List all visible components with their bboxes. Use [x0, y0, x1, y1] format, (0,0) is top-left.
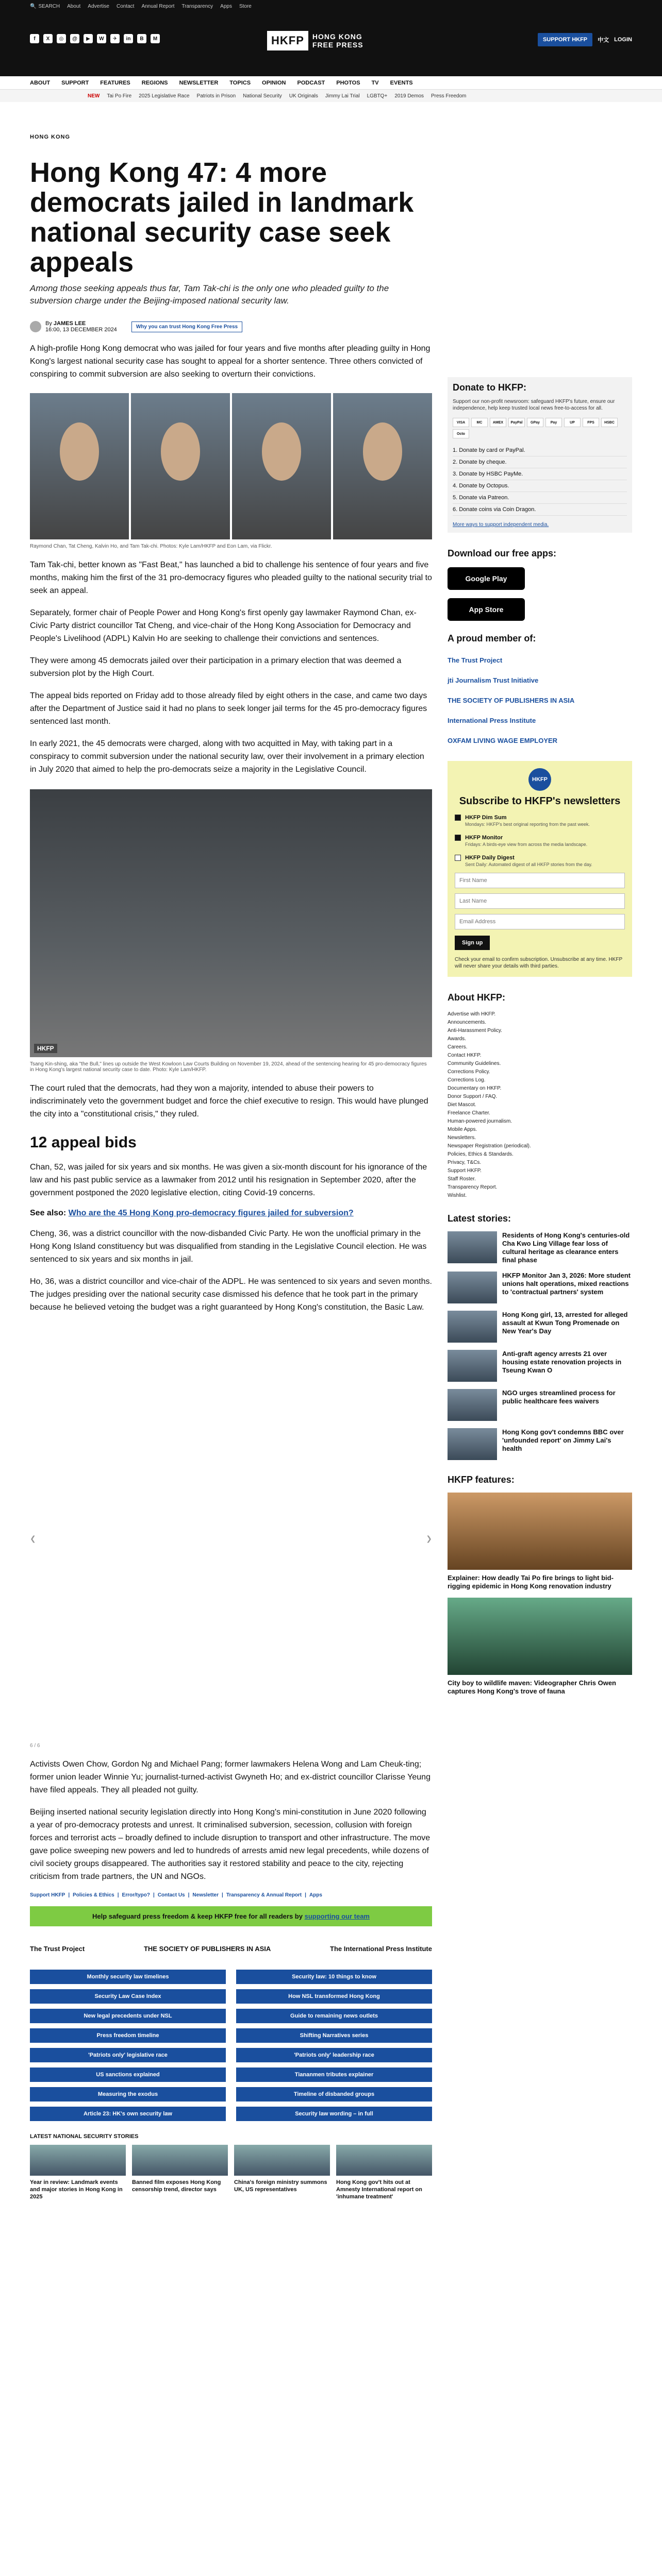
sopa-logo[interactable]: THE SOCIETY OF PUBLISHERS IN ASIA	[143, 1944, 271, 1953]
utility-link[interactable]: About	[67, 3, 81, 9]
paragraph: In early 2021, the 45 democrats were charged, along with two acquitted in May, with taking part in a conspiracy to commit subversion under the national security law, over their involvement in a primary election in July 2020 that aimed to help the pro-democrats seize a majority in the Legislative Council.	[30, 739, 424, 774]
about-link[interactable]: Human-powered journalism.	[448, 1118, 512, 1124]
trending-link[interactable]: National Security	[243, 93, 282, 99]
telegram-icon[interactable]: ✈	[110, 34, 120, 43]
why-trust-button[interactable]: Why you can trust Hong Kong Free Press	[131, 321, 242, 332]
donate-title: Donate to HKFP:	[453, 382, 526, 393]
nav-item[interactable]: FEATURES	[100, 79, 130, 86]
more-ways-link[interactable]: More ways to support independent media.	[453, 522, 549, 528]
new-badge: NEW	[88, 93, 100, 99]
chinese-link[interactable]: 中文	[598, 37, 609, 43]
story-item[interactable]: Anti-graft agency arrests 21 over housing estate renovation projects in Tseung Kwan O	[448, 1350, 632, 1382]
email-input[interactable]	[455, 914, 625, 929]
social-links	[30, 34, 160, 43]
paragraph: The appeal bids reported on Friday add to those already filed by eight others in the case, and came two days after the Department of Justice said it had no plans to seek longer jail terms for the 45 pro-democracy figures sentenced last month.	[30, 691, 427, 726]
checkbox-checked[interactable]	[455, 815, 461, 821]
photo-watermark: HKFP	[34, 1044, 57, 1053]
nav-item[interactable]: OPINION	[262, 79, 286, 86]
see-also-link[interactable]: Who are the 45 Hong Kong pro-democracy figures jailed for subversion?	[68, 1209, 354, 1217]
utility-link[interactable]: Apps	[220, 3, 232, 9]
footer-link[interactable]: Transparency & Annual Report	[226, 1892, 302, 1898]
story-card[interactable]: Hong Kong gov't hits out at Amnesty International report on 'inhumane treatment'	[336, 2145, 432, 2200]
member-logo[interactable]: THE SOCIETY OF PUBLISHERS IN ASIA	[448, 697, 575, 704]
footer-link[interactable]: Contact Us	[157, 1892, 185, 1898]
paragraph: Ho, 36, was a district councillor and vice-chair of the ADPL. He was sentenced to six years and seven months. The judges presiding over the national security case dismissed his defence that he took part in the primary because he believed vetoing the budget was a right guaranteed by Hong Kong's constitution, the Basic Law.	[30, 1277, 432, 1312]
trending-link[interactable]: Jimmy Lai Trial	[325, 93, 360, 99]
features-section	[448, 1475, 632, 1696]
apps-section	[448, 548, 632, 621]
member-section	[448, 633, 632, 744]
bluesky-icon[interactable]: B	[137, 34, 146, 43]
story-item[interactable]: Residents of Hong Kong's centuries-old Cha Kwo Ling Village fear loss of cultural heritage as clearance enters final phase	[448, 1231, 632, 1264]
about-link[interactable]: Policies, Ethics & Standards.	[448, 1151, 514, 1157]
feature-image	[448, 1598, 632, 1675]
payment-icon: GPay	[527, 418, 543, 427]
gallery-prev-icon[interactable]: ❮	[30, 1534, 36, 1543]
newsletter-badge: HKFP	[528, 768, 551, 791]
ipi-logo[interactable]: The International Press Institute	[330, 1944, 432, 1953]
about-link[interactable]: Diet Mascot.	[448, 1102, 476, 1108]
newsletter-title: Subscribe to HKFP's newsletters	[459, 795, 621, 807]
member-logo[interactable]: International Press Institute	[448, 717, 536, 724]
checkbox-unchecked[interactable]	[455, 855, 461, 861]
latest-title: Latest stories:	[448, 1213, 511, 1224]
nav-item[interactable]: NEWSLETTER	[179, 79, 219, 86]
facebook-icon[interactable]: f	[30, 34, 39, 43]
photo-gallery	[30, 1328, 432, 1749]
latest-security-heading: LATEST NATIONAL SECURITY STORIES	[30, 2133, 139, 2140]
about-link[interactable]: Community Guidelines.	[448, 1061, 501, 1066]
paragraph: Separately, former chair of People Power and Hong Kong's first openly gay lawmaker Raymond Chan, ex-Civic Party district councillor Tat Cheng, and vice-chair of the Hong Kong Association for Democracy and People's Livelihood (ADPL) Kalvin Ho are seeking to challenge their convictions and sentences.	[30, 608, 417, 643]
last-name-input[interactable]	[455, 893, 625, 909]
payment-icons	[453, 418, 627, 438]
apps-title: Download our free apps:	[448, 548, 557, 558]
gallery-counter: 6 / 6	[30, 1743, 40, 1749]
utility-link[interactable]: Transparency	[181, 3, 213, 9]
about-links	[448, 1010, 632, 1200]
trending-link[interactable]: 2019 Demos	[394, 93, 424, 99]
youtube-icon[interactable]: ▶	[84, 34, 93, 43]
app-store-button[interactable]: App Store	[448, 598, 525, 621]
explainer-button[interactable]: Measuring the exodus	[30, 2087, 226, 2102]
byline: By JAMES LEE 16:00, 13 DECEMBER 2024 Why you can trust Hong Kong Free Press	[30, 320, 432, 333]
about-link[interactable]: Mobile Apps.	[448, 1127, 477, 1132]
photo-caption: Raymond Chan, Tat Cheng, Kalvin Ho, and Tam Tak-chi. Photos: Kyle Lam/HKFP and Eon Lam, via Flickr.	[30, 544, 272, 549]
nav-item[interactable]: PHOTOS	[336, 79, 360, 86]
paragraph: The court ruled that the democrats, had they won a majority, intended to abuse their powers to indiscriminately veto the government budget and force the chief executive to resign. This would have plunged the city into a "constitutional crisis," they ruled.	[30, 1084, 428, 1118]
footer-link[interactable]: Newsletter	[192, 1892, 219, 1898]
payment-icon: MC	[471, 418, 488, 427]
protest-photo	[30, 789, 432, 1057]
support-banner: Help safeguard press freedom & keep HKFP free for all readers by supporting our team	[30, 1906, 432, 1926]
threads-icon[interactable]: @	[70, 34, 79, 43]
feature-item[interactable]: City boy to wildlife maven: Videographer Chris Owen captures Hong Kong's trove of fauna	[448, 1598, 632, 1696]
linkedin-icon[interactable]: in	[124, 34, 133, 43]
about-link[interactable]: Awards.	[448, 1036, 466, 1042]
newsletter-option[interactable]: HKFP Monitor Fridays: A birds-eye view from across the media landscape.	[455, 835, 625, 848]
explainer-button[interactable]: Security law wording – in full	[236, 2107, 432, 2121]
story-thumbnail	[448, 1389, 497, 1421]
about-link[interactable]: Anti-Harassment Policy.	[448, 1028, 502, 1033]
paragraph: Beijing inserted national security legislation directly into Hong Kong's mini-constitution in June 2020 following a year of pro-democracy protests and unrest. It criminalised subversion, secession, collusion with foreign forces and terrorist acts – broadly defined to include disruption to transport and other infrastructure. The move gave police sweeping new powers and led to hundreds of arrests amid new legal precedents, while dozens of civil society groups disappeared. The authorities say it restored stability and peace to the city, rejecting criticism from trade partners, the UN and NGOs.	[30, 1808, 431, 1881]
donate-option[interactable]: 1. Donate by card or PayPal.	[453, 445, 627, 456]
donate-option[interactable]: 6. Donate coins via Coin Dragon.	[453, 504, 627, 516]
about-link[interactable]: Freelance Charter.	[448, 1110, 490, 1116]
instagram-icon[interactable]: ◎	[57, 34, 66, 43]
explainer-grid	[30, 1970, 432, 2121]
about-link[interactable]: Privacy, T&Cs.	[448, 1160, 482, 1165]
article-body	[30, 342, 432, 1883]
footer-link[interactable]: Support HKFP	[30, 1892, 65, 1898]
story-thumbnail	[448, 1350, 497, 1382]
site-logo[interactable]: HKFP HONG KONG FREE PRESS	[267, 31, 363, 50]
payment-icon: AMEX	[490, 418, 506, 427]
login-link[interactable]: LOGIN	[614, 37, 632, 43]
donate-intro: Support our non-profit newsroom: safeguard HKFP's future, ensure our independence, help keep trusted local news free-to-access for all.	[453, 399, 615, 411]
nav-item[interactable]: EVENTS	[390, 79, 413, 86]
paragraph: They were among 45 democrats jailed over their participation in a primary election that was deemed a subversion plot by the High Court.	[30, 656, 402, 678]
story-card[interactable]: China's foreign ministry summons UK, US representatives	[234, 2145, 330, 2200]
nav-item[interactable]: REGIONS	[141, 79, 168, 86]
story-thumbnail	[448, 1231, 497, 1263]
payment-icon: VISA	[453, 418, 469, 427]
photo-caption: Tsang Kin-shing, aka "the Bull," lines up outside the West Kowloon Law Courts Building on November 19, 2024, ahead of the sentencing hearing for 45 pro-democracy figures in Hong Kong's largest national security case to date. Photo: Kyle Lam/HKFP.	[30, 1061, 427, 1073]
donate-box	[448, 377, 632, 533]
first-name-input[interactable]	[455, 873, 625, 888]
gallery-next-icon[interactable]: ❯	[426, 1534, 432, 1543]
search-icon: 🔍	[30, 3, 37, 9]
publish-date: 16:00, 13 DECEMBER 2024	[45, 327, 117, 333]
payment-icon: Octo	[453, 429, 469, 438]
search-button[interactable]: 🔍 SEARCH	[30, 3, 60, 9]
trending-link[interactable]: LGBTQ+	[367, 93, 388, 99]
about-link[interactable]: Donor Support / FAQ.	[448, 1094, 498, 1099]
story-thumbnail	[30, 2145, 126, 2176]
paragraph: Activists Owen Chow, Gordon Ng and Michael Pang; former lawmakers Helena Wong and Lam Cheuk-ting; former union leader Winnie Yu; journalist-turned-activist Gwyneth Ho; and ex-district councillor Clarisse Yeung have filed appeals. They all pleaded not guilty.	[30, 1760, 431, 1794]
donate-option[interactable]: 5. Donate via Patreon.	[453, 492, 627, 504]
story-thumbnail	[132, 2145, 228, 2176]
member-logo[interactable]: OXFAM LIVING WAGE EMPLOYER	[448, 737, 558, 744]
explainer-button[interactable]: 'Patriots only' leadership race	[236, 2048, 432, 2062]
latest-stories	[448, 1213, 632, 1460]
mastodon-icon[interactable]: M	[151, 34, 160, 43]
explainer-button[interactable]: US sanctions explained	[30, 2067, 226, 2082]
member-logo[interactable]: The Trust Project	[448, 656, 503, 664]
author-name[interactable]: JAMES LEE	[53, 320, 86, 327]
about-link[interactable]: Contact HKFP.	[448, 1053, 482, 1058]
story-thumbnail	[336, 2145, 432, 2176]
trending-link[interactable]: 2025 Legislative Race	[139, 93, 190, 99]
newsletter-option[interactable]: HKFP Dim Sum Mondays: HKFP's best original reporting from the past week.	[455, 815, 625, 827]
payment-icon: HSBC	[601, 418, 618, 427]
explainer-button[interactable]: 'Patriots only' legislative race	[30, 2048, 226, 2062]
utility-link[interactable]: Store	[239, 3, 252, 9]
story-item[interactable]: Hong Kong girl, 13, arrested for alleged assault at Kwun Tong Promenade on New Year's Day	[448, 1311, 632, 1343]
payment-icon: UP	[564, 418, 581, 427]
nav-item[interactable]: TOPICS	[229, 79, 251, 86]
sidebar	[448, 377, 632, 1696]
author-avatar	[30, 321, 41, 332]
feature-image	[448, 1493, 632, 1570]
x-icon[interactable]: X	[43, 34, 53, 43]
newsletter-note: Check your email to confirm subscription. Unsubscribe at any time. HKFP will never share your details with third parties.	[455, 957, 622, 969]
trending-link[interactable]: UK Originals	[289, 93, 318, 99]
support-button[interactable]: SUPPORT HKFP	[538, 33, 592, 46]
footer-link[interactable]: Policies & Ethics	[73, 1892, 114, 1898]
explainer-button[interactable]: Press freedom timeline	[30, 2028, 226, 2043]
trending-link[interactable]: Tai Po Fire	[107, 93, 132, 99]
features-title: HKFP features:	[448, 1475, 515, 1485]
trust-project-logo[interactable]: The Trust Project	[30, 1944, 85, 1953]
explainer-button[interactable]: Security Law Case Index	[30, 1989, 226, 2004]
story-card[interactable]: Year in review: Landmark events and major stories in Hong Kong in 2025	[30, 2145, 126, 2200]
paragraph: Tam Tak-chi, better known as "Fast Beat," has launched a bid to challenge his sentence of four years and five months, making him the first of the 31 pro-democracy figures who pleaded guilty to the national security trial to seek an appeal.	[30, 561, 432, 595]
story-thumbnail	[448, 1272, 497, 1303]
section-heading: 12 appeal bids	[30, 1134, 137, 1151]
footer-link[interactable]: Apps	[309, 1892, 322, 1898]
about-link[interactable]: Staff Roster.	[448, 1176, 476, 1182]
article	[30, 134, 432, 2200]
story-item[interactable]: HKFP Monitor Jan 3, 2026: More student unions halt operations, mixed reactions to 'contractual partners' system	[448, 1272, 632, 1303]
nav-item[interactable]: ABOUT	[30, 79, 51, 86]
feature-item[interactable]: Explainer: How deadly Tai Po fire brings to light bid-rigging epidemic in Hong Kong renovation industry	[448, 1493, 632, 1590]
donate-option[interactable]: 4. Donate by Octopus.	[453, 480, 627, 492]
explainer-button[interactable]: Tiananmen tributes explainer	[236, 2067, 432, 2082]
trending-link[interactable]: Patriots in Prison	[196, 93, 236, 99]
checkbox-checked[interactable]	[455, 835, 461, 841]
article-headline: Hong Kong 47: 4 more democrats jailed in landmark national security case seek appeals	[30, 157, 414, 278]
newsletter-option[interactable]: HKFP Daily Digest Sent Daily: Automated digest of all HKFP stories from the day.	[455, 855, 625, 868]
explainer-button[interactable]: Monthly security law timelines	[30, 1970, 226, 1984]
paragraph: A high-profile Hong Kong democrat who was jailed for four years and five months after pleading guilty in Hong Kong's largest national security case has sought to appeal for a shorter sentence. Three others convicted of conspiring to commit subversion are also seeking to overturn their convictions.	[30, 344, 431, 379]
utility-row	[0, 0, 662, 12]
member-title: A proud member of:	[448, 633, 536, 643]
explainer-button[interactable]: Article 23: HK's own security law	[30, 2107, 226, 2121]
explainer-button[interactable]: How NSL transformed Hong Kong	[236, 1989, 432, 2004]
donate-options	[453, 445, 627, 516]
story-item[interactable]: NGO urges streamlined process for public healthcare fees waivers	[448, 1389, 632, 1421]
trending-bar	[0, 90, 662, 102]
latest-security-stories	[30, 2145, 432, 2200]
story-thumbnail	[448, 1311, 497, 1343]
about-link[interactable]: Documentary on HKFP.	[448, 1086, 502, 1091]
member-logo[interactable]: jti Journalism Trust Initiative	[448, 676, 539, 684]
about-link[interactable]: Corrections Log.	[448, 1077, 486, 1083]
nav-item[interactable]: TV	[371, 79, 379, 86]
explainer-button[interactable]: Guide to remaining news outlets	[236, 2009, 432, 2023]
nav-item[interactable]: SUPPORT	[61, 79, 89, 86]
explainer-button[interactable]: Security law: 10 things to know	[236, 1970, 432, 1984]
main-nav	[0, 76, 662, 90]
about-link[interactable]: Careers.	[448, 1044, 468, 1050]
footer-link[interactable]: Error/typo?	[122, 1892, 150, 1898]
donate-option[interactable]: 3. Donate by HSBC PayMe.	[453, 468, 627, 480]
google-play-button[interactable]: Google Play	[448, 567, 525, 590]
explainer-button[interactable]: New legal precedents under NSL	[30, 2009, 226, 2023]
explainer-button[interactable]: Shifting Narratives series	[236, 2028, 432, 2043]
signup-button[interactable]: Sign up	[455, 936, 490, 950]
top-bar	[0, 0, 662, 76]
payment-icon: FPS	[583, 418, 599, 427]
story-card[interactable]: Banned film exposes Hong Kong censorship trend, director says	[132, 2145, 228, 2200]
about-link[interactable]: Newsletters.	[448, 1135, 476, 1141]
donate-option[interactable]: 2. Donate by cheque.	[453, 456, 627, 468]
explainer-button[interactable]: Timeline of disbanded groups	[236, 2087, 432, 2102]
partner-logos	[30, 1936, 432, 1961]
about-link[interactable]: Support HKFP.	[448, 1168, 482, 1174]
nav-item[interactable]: PODCAST	[297, 79, 325, 86]
story-thumbnail	[448, 1428, 497, 1460]
utility-link[interactable]: Contact	[116, 3, 135, 9]
newsletter-box	[448, 761, 632, 977]
payment-icon: Pay	[545, 418, 562, 427]
story-thumbnail	[234, 2145, 330, 2176]
see-also: See also: Who are the 45 Hong Kong pro-democracy figures jailed for subversion?	[30, 1209, 354, 1217]
article-deck: Among those seeking appeals thus far, Tam Tak-chi is the only one who pleaded guilty to the subversion charge under the Beijing-imposed national security law.	[30, 283, 389, 306]
whatsapp-icon[interactable]: W	[97, 34, 106, 43]
utility-link[interactable]: Annual Report	[141, 3, 175, 9]
article-category[interactable]: HONG KONG	[30, 134, 71, 140]
about-link[interactable]: Transparency Report.	[448, 1184, 498, 1190]
about-section	[448, 992, 632, 1200]
trending-link[interactable]: Press Freedom	[431, 93, 467, 99]
support-link[interactable]: supporting our team	[304, 1912, 370, 1920]
about-link[interactable]: Corrections Policy.	[448, 1069, 490, 1075]
story-item[interactable]: Hong Kong gov't condemns BBC over 'unfounded report' on Jimmy Lai's health	[448, 1428, 632, 1460]
paragraph: Chan, 52, was jailed for six years and six months. He was given a six-month discount for his ignorance of the law and his past public service as a lawmaker from 2012 until his resignation in September 2020, after the government postponed the 2020 legislative election, citing Covid-19 concerns.	[30, 1163, 427, 1197]
payment-icon: PayPal	[508, 418, 525, 427]
footer-links: Support HKFP | Policies & Ethics | Error/typo? | Contact Us | Newsletter | Transparency & Annual Report | Apps	[30, 1892, 322, 1898]
about-link[interactable]: Advertise with HKFP.	[448, 1011, 496, 1017]
utility-link[interactable]: Advertise	[88, 3, 109, 9]
about-link[interactable]: Announcements.	[448, 1020, 487, 1025]
about-link[interactable]: Wishlist.	[448, 1193, 467, 1198]
paragraph: Cheng, 36, was a district councillor with the now-disbanded Civic Party. He won the unofficial primary in the Hong Kong Island constituency but was disqualified from standing in the Legislative Council election. He was sentenced to six years and six months in jail.	[30, 1229, 427, 1264]
about-link[interactable]: Newspaper Registration (periodical).	[448, 1143, 531, 1149]
lead-photo	[30, 393, 432, 539]
about-title: About HKFP:	[448, 992, 505, 1003]
